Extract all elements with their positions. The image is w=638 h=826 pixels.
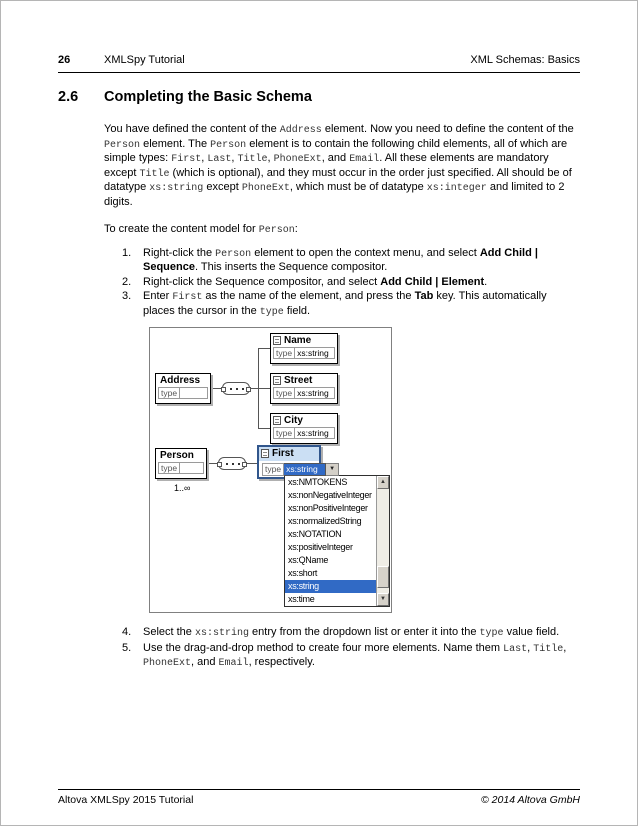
element-label: Address	[160, 375, 201, 386]
element-box-name	[270, 333, 338, 364]
step-text: Right-click the Sequence compositor, and select Add Child | Element.	[143, 275, 488, 288]
sequence-compositor-icon	[222, 382, 250, 395]
dropdown-item: xs:NMTOKENS	[288, 477, 348, 487]
intro-paragraph: You have defined the content of the Address element. Now you need to define the content of the Person element. The Person element is to contain the following child elements, all of which are simple types: First, Last, Title, PhoneExt, and Email. All these elements are mandatory except Title (which is optional), and they must occur in the order just specified. All should be of datatype xs:string except PhoneExt, which must be of datatype xs:integer and limited to 2 digits.	[104, 123, 574, 208]
step-item	[122, 247, 582, 275]
header-doc-title: XMLSpy Tutorial	[104, 54, 185, 66]
connector-line	[258, 348, 259, 429]
scrollbar-down-button	[377, 593, 389, 606]
step-item	[122, 290, 582, 319]
scrollbar-up-button	[377, 476, 389, 489]
scrollbar	[376, 476, 389, 606]
scroll-down-icon: ▼	[380, 596, 386, 602]
step-text: Right-click the Person element to open the context menu, and select Add Child | Sequence. This inserts the Sequence compositor.	[143, 246, 538, 273]
footer-right: © 2014 Altova GmbH	[481, 794, 580, 806]
occurrence-label: 1..∞	[174, 483, 191, 493]
section-title: Completing the Basic Schema	[104, 89, 312, 105]
step-item	[122, 626, 582, 641]
element-box-person	[155, 448, 207, 479]
connector-line	[246, 463, 257, 464]
page-number: 26	[58, 54, 71, 66]
element-icon	[273, 416, 281, 425]
connector-line	[258, 428, 270, 429]
step-number: 2.	[122, 275, 132, 288]
dropdown-item: xs:normalizedString	[288, 516, 362, 526]
type-value: xs:string	[295, 427, 335, 439]
step-number: 3.	[122, 290, 132, 302]
chevron-down-icon: ▼	[329, 466, 336, 472]
element-label: Street	[284, 375, 313, 386]
step-number: 1.	[122, 246, 132, 259]
type-caption: type	[158, 387, 180, 399]
element-label: First	[259, 447, 319, 461]
element-box-street	[270, 373, 338, 404]
element-label: Name	[284, 335, 312, 346]
type-value: xs:string	[295, 347, 335, 359]
dropdown-button	[326, 463, 339, 476]
step-item	[122, 276, 582, 290]
type-caption: type	[158, 462, 180, 474]
connector-line	[258, 348, 270, 349]
scrollbar-thumb	[377, 566, 389, 588]
element-box-first	[257, 445, 336, 479]
type-dropdown-list	[284, 475, 390, 607]
dropdown-item: xs:short	[288, 568, 318, 578]
footer-rule	[58, 789, 580, 790]
dropdown-items	[285, 476, 376, 606]
element-box-address	[155, 373, 211, 404]
type-value: xs:string	[295, 387, 335, 399]
header-section-title: XML Schemas: Basics	[470, 54, 580, 66]
leadin-paragraph: To create the content model for Person:	[104, 223, 298, 236]
type-caption: type	[262, 463, 284, 476]
dropdown-item: xs:NOTATION	[288, 529, 342, 539]
step-text: Select the xs:string entry from the dropdown list or enter it into the type value field.	[143, 626, 560, 639]
step-item	[122, 642, 582, 671]
type-value	[180, 462, 204, 474]
step-number: 4.	[122, 626, 132, 638]
section-heading	[58, 89, 312, 105]
element-box-city	[270, 413, 338, 444]
scroll-up-icon: ▲	[380, 479, 386, 485]
sequence-compositor-icon	[218, 457, 246, 470]
steps-list	[104, 247, 582, 320]
element-label: City	[284, 415, 303, 426]
element-label: Person	[160, 450, 194, 461]
dropdown-item: xs:time	[288, 594, 315, 604]
element-icon	[273, 336, 281, 345]
main-content	[104, 123, 582, 672]
type-combobox	[262, 463, 339, 476]
connector-line	[250, 388, 270, 389]
element-icon	[273, 376, 281, 385]
page-footer	[58, 794, 580, 806]
dropdown-item: xs:QName	[288, 555, 329, 565]
type-value	[180, 387, 208, 399]
dropdown-item: xs:positiveInteger	[288, 542, 353, 552]
step-text: Enter First as the name of the element, and press the Tab key. This automatically places the cursor in the type field.	[143, 290, 547, 318]
type-caption: type	[273, 427, 295, 439]
schema-diagram-figure	[149, 327, 392, 613]
type-value-selected: xs:string	[284, 463, 326, 476]
dropdown-item: xs:nonPositiveInteger	[288, 503, 368, 513]
footer-left: Altova XMLSpy 2015 Tutorial	[58, 794, 194, 806]
type-caption: type	[273, 347, 295, 359]
section-number: 2.6	[58, 89, 79, 105]
step-number: 5.	[122, 641, 132, 654]
dropdown-item: xs:nonNegativeInteger	[288, 490, 372, 500]
element-icon	[261, 449, 269, 458]
type-caption: type	[273, 387, 295, 399]
header-rule	[58, 72, 580, 73]
dropdown-item: xs:string	[285, 580, 376, 593]
steps-list-after	[104, 626, 582, 671]
step-text: Use the drag-and-drop method to create four more elements. Name them Last, Title, PhoneExt, and Email, respectively.	[143, 641, 567, 669]
page-header	[58, 54, 580, 66]
